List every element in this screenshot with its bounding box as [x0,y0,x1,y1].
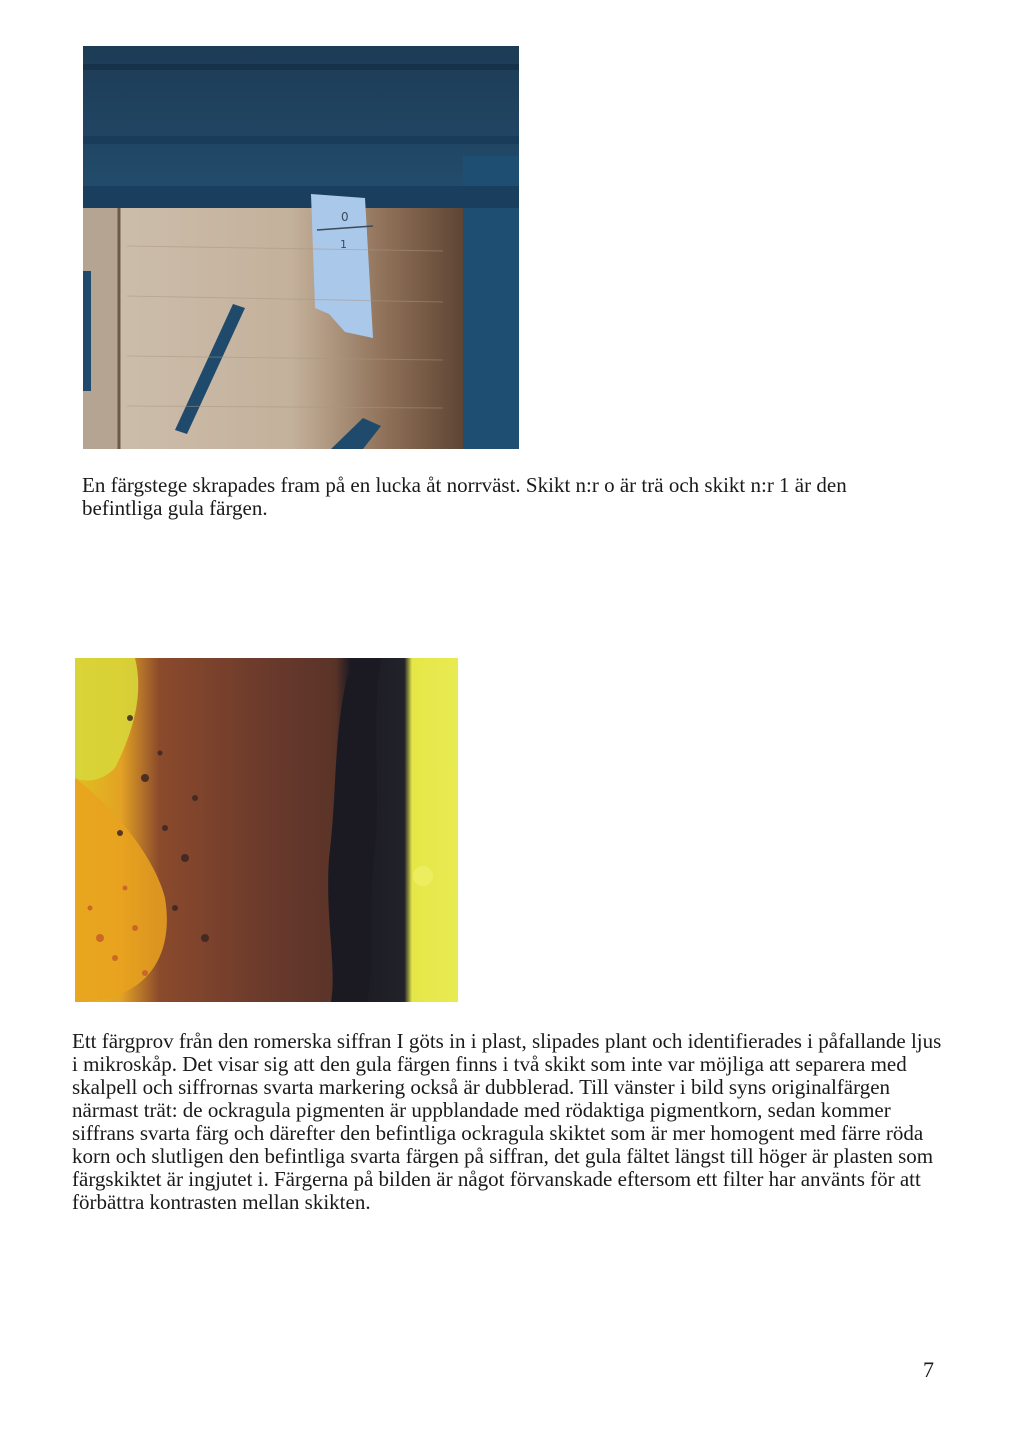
microscope-sample-image [75,658,458,1002]
tag-label-0: 0 [341,210,349,224]
microscope-sample-photo [75,658,458,1002]
layer-stair-photo-image [83,46,519,449]
page-number: 7 [923,1357,934,1382]
figure-1-caption: En färgstege skrapades fram på en lucka åt norrväst. Skikt n:r o är trä och skikt n:r 1 är den befintliga gula färgen. [82,473,847,520]
layer-stair-photo [83,46,519,449]
tag-label-1: 1 [340,238,347,251]
figure-2-caption: Ett färgprov från den romerska siffran I göts in i plast, slipades plant och identifierades i påfallande ljus i mikroskåp. Det visar sig att den gula färgen finns i två skikt som inte var möjliga att separera med skalpell och siffrornas svarta markering också är dubblerad. Till vänster i bild syns originalfärgen närmast trät: de ockragula pigmenten är uppblandade med rödaktiga pigmentkorn, sedan kommer siffrans svarta färg och därefter den befintliga ockragula skiktet som är mer homogent med färre röda korn och slutligen den befintliga svarta färgen på siffran, det gula fältet längst till höger är plasten som färgskiktet är ingjutet i. Färgerna på bilden är något förvanskade eftersom ett filter har använts för att förbättra kontrasten mellan skikten. [72,1029,942,1214]
